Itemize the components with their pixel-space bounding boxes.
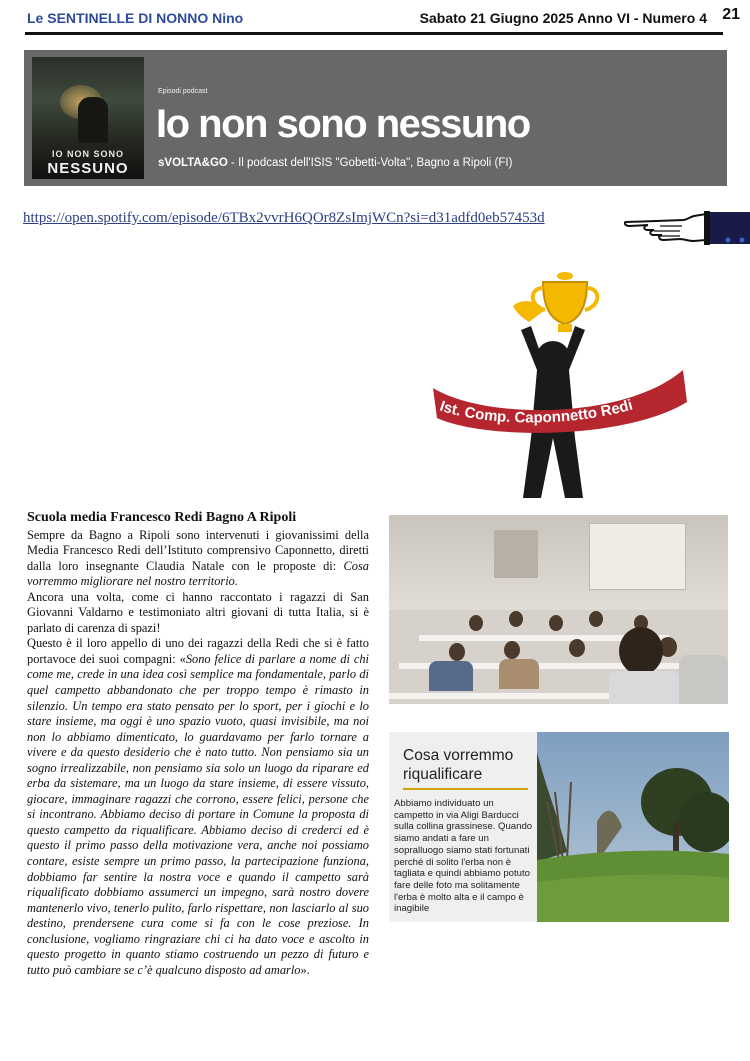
cover-title-line1: IO NON SONO bbox=[51, 149, 124, 159]
card-underline bbox=[403, 788, 528, 790]
bulletin-board bbox=[589, 523, 686, 590]
page-number: 21 bbox=[722, 6, 740, 23]
cover-title-line2: NESSUNO bbox=[47, 160, 129, 177]
article-paragraph-1: Sempre da Bagno a Ripoli sono intervenuti i giovanissimi della Media Francesco Redi dell’Istituto comprensivo Caponnetto, diretti dalla loro insegnante Claudia Natale con le proposte di: Cosa vorremmo migliorare nel nostro territorio. bbox=[27, 527, 369, 589]
card-title: Cosa vorremmo riqualificare bbox=[403, 747, 514, 783]
cover-figure bbox=[78, 97, 108, 143]
student bbox=[469, 615, 483, 631]
card-body: Abbiamo individuato un campetto in via Aligi Barducci sulla collina grassinese. Quando siamo andati a fare un sopralluogo siamo stati fortunati perché di solito l'erba non è tagliata e quindi abbiamo potuto fare delle foto ma solitamente l'erba è molto alta e il campo è inagibile bbox=[394, 798, 533, 915]
proposal-card bbox=[389, 732, 537, 922]
student bbox=[569, 639, 585, 657]
student bbox=[449, 643, 465, 661]
student bbox=[549, 615, 563, 631]
article-paragraph-2: Ancora una volta, come ci hanno raccontato i ragazzi di San Giovanni Valdarno e testimoniato altri giovani di tutta Italia, si è parlato di carenza di spazi! bbox=[27, 589, 369, 635]
publication-name: Le SENTINELLE DI NONNO Nino bbox=[27, 10, 244, 26]
student bbox=[504, 641, 520, 659]
podcast-brand: sVOLTA&GO bbox=[158, 157, 228, 169]
student bbox=[509, 611, 523, 627]
ribbon-text: Ist. Comp. Caponnetto Redi bbox=[437, 396, 635, 427]
pointing-hand-icon bbox=[624, 208, 750, 248]
article-title: Scuola media Francesco Redi Bagno A Ripoli bbox=[27, 510, 297, 525]
student bbox=[589, 611, 603, 627]
spotify-link[interactable]: https://open.spotify.com/episode/6TBx2vvrH6QOr8ZsImjWCn?si=d31adfd0eb57453d bbox=[23, 210, 545, 226]
school-logo bbox=[425, 270, 690, 500]
podcast-cover-image bbox=[32, 57, 144, 179]
header-divider bbox=[25, 32, 723, 35]
student bbox=[679, 655, 728, 704]
student bbox=[499, 659, 539, 689]
podcast-description: - Il podcast dell'ISIS "Gobetti-Volta", Bagno a Ripoli (FI) bbox=[227, 157, 513, 169]
student bbox=[429, 661, 473, 691]
classroom-window bbox=[494, 530, 538, 578]
classroom-photo bbox=[389, 515, 728, 704]
proposal-title: Cosa vorremmo migliorare nel nostro territorio. bbox=[27, 558, 369, 589]
student bbox=[609, 671, 679, 704]
podcast-subtitle bbox=[158, 157, 512, 169]
podcast-title: Io non sono nessuno bbox=[156, 102, 530, 146]
trophy-icon bbox=[513, 272, 597, 332]
article bbox=[27, 510, 369, 978]
podcast-label: Episodi podcast bbox=[158, 88, 208, 95]
field-photo bbox=[537, 732, 729, 922]
issue-info: Sabato 21 Giugno 2025 Anno VI - Numero 4 bbox=[419, 10, 707, 26]
student-quote: Sono felice di parlare a nome di chi come me, crede in una idea così semplice ma fondamentale, parlo di quel campetto abbandonato che per troppo tempo è rimasto in silenzio. Un tempo era stato pensato per lo sport, per i giochi e lo stare insieme, ma oggi è uno spazio vuoto, quasi invisibile, ma noi non lo abbiamo dimenticato, lo guardavamo per farlo tornare a vivere e da questo desiderio che è nato tutto. Non pensiamo sia un sogno irrealizzabile, non pensiamo sia solo un luogo da riparare ed erba da sistemare, ma un luogo da stare insieme, di essere vissuto, giocare, immaginare ragazzi che corrono, essere felici, persone che si incontrano. Abbiamo deciso di portare in Comune la proposta di questo campetto da riqualificare. Abbiamo deciso di crederci ed è questo il primo passo della motivazione vera, anche noi possiamo contare, esiste sempre un primo passo, la partecipazione funziona, dobbiamo far sentire la nostra voce e quando il campetto sarà riqualificato dobbiamo assumerci un impegno, sarà nostro dovere mantenerlo vivo, tenerlo pulito, farlo rispettare, non lasciarlo al suo destino, prendersene cura come si fa con le cose preziose. In conclusione, vogliamo ringraziare chi ci ha dato voce e ascolto in questo progetto in quanto stiamo costruendo un pezzo di futuro e tutto può cambiare se c’è qualcuno disposto ad amarlo bbox=[27, 651, 369, 977]
article-paragraph-3: Questo è il loro appello di uno dei ragazzi della Redi che si è fatto portavoce dei suoi compagni: «Sono felice di parlare a nome di chi come me, crede in una idea così semplice ma fondamentale, parlo di quel campetto abbandonato che per troppo tempo è rimasto in silenzio. Un tempo era stato pensato per lo sport, per i giochi e lo stare insieme, ma oggi è uno spazio vuoto, quasi invisibile, ma noi non lo abbiamo dimenticato, lo guardavamo per farlo tornare a vivere e da questo desiderio che è nato tutto. Non pensiamo sia un sogno irrealizzabile, non pensiamo sia solo un luogo da riparare ed erba da sistemare, ma un luogo da stare insieme, di essere vissuto, giocare, immaginare ragazzi che corrono, essere felici, persone che si incontrano. Abbiamo deciso di portare in Comune la proposta di questo campetto da riqualificare. Abbiamo deciso di crederci ed è questo il primo passo della motivazione vera, anche noi possiamo contare, esiste sempre un primo passo, la partecipazione funziona, dobbiamo far sentire la nostra voce e quando il campetto sarà riqualificato dobbiamo assumerci un impegno, sarà nostro dovere mantenerlo vivo, tenerlo pulito, farlo rispettare, non lasciarlo al suo destino, prendersene cura come si fa con le cose preziose. In conclusione, vogliamo ringraziare chi ci ha dato voce e ascolto in questo progetto in quanto stiamo costruendo un pezzo di futuro e tutto può cambiare se c’è qualcuno disposto ad amarlo». bbox=[27, 636, 369, 977]
podcast-banner[interactable] bbox=[24, 50, 727, 186]
student bbox=[619, 627, 663, 675]
